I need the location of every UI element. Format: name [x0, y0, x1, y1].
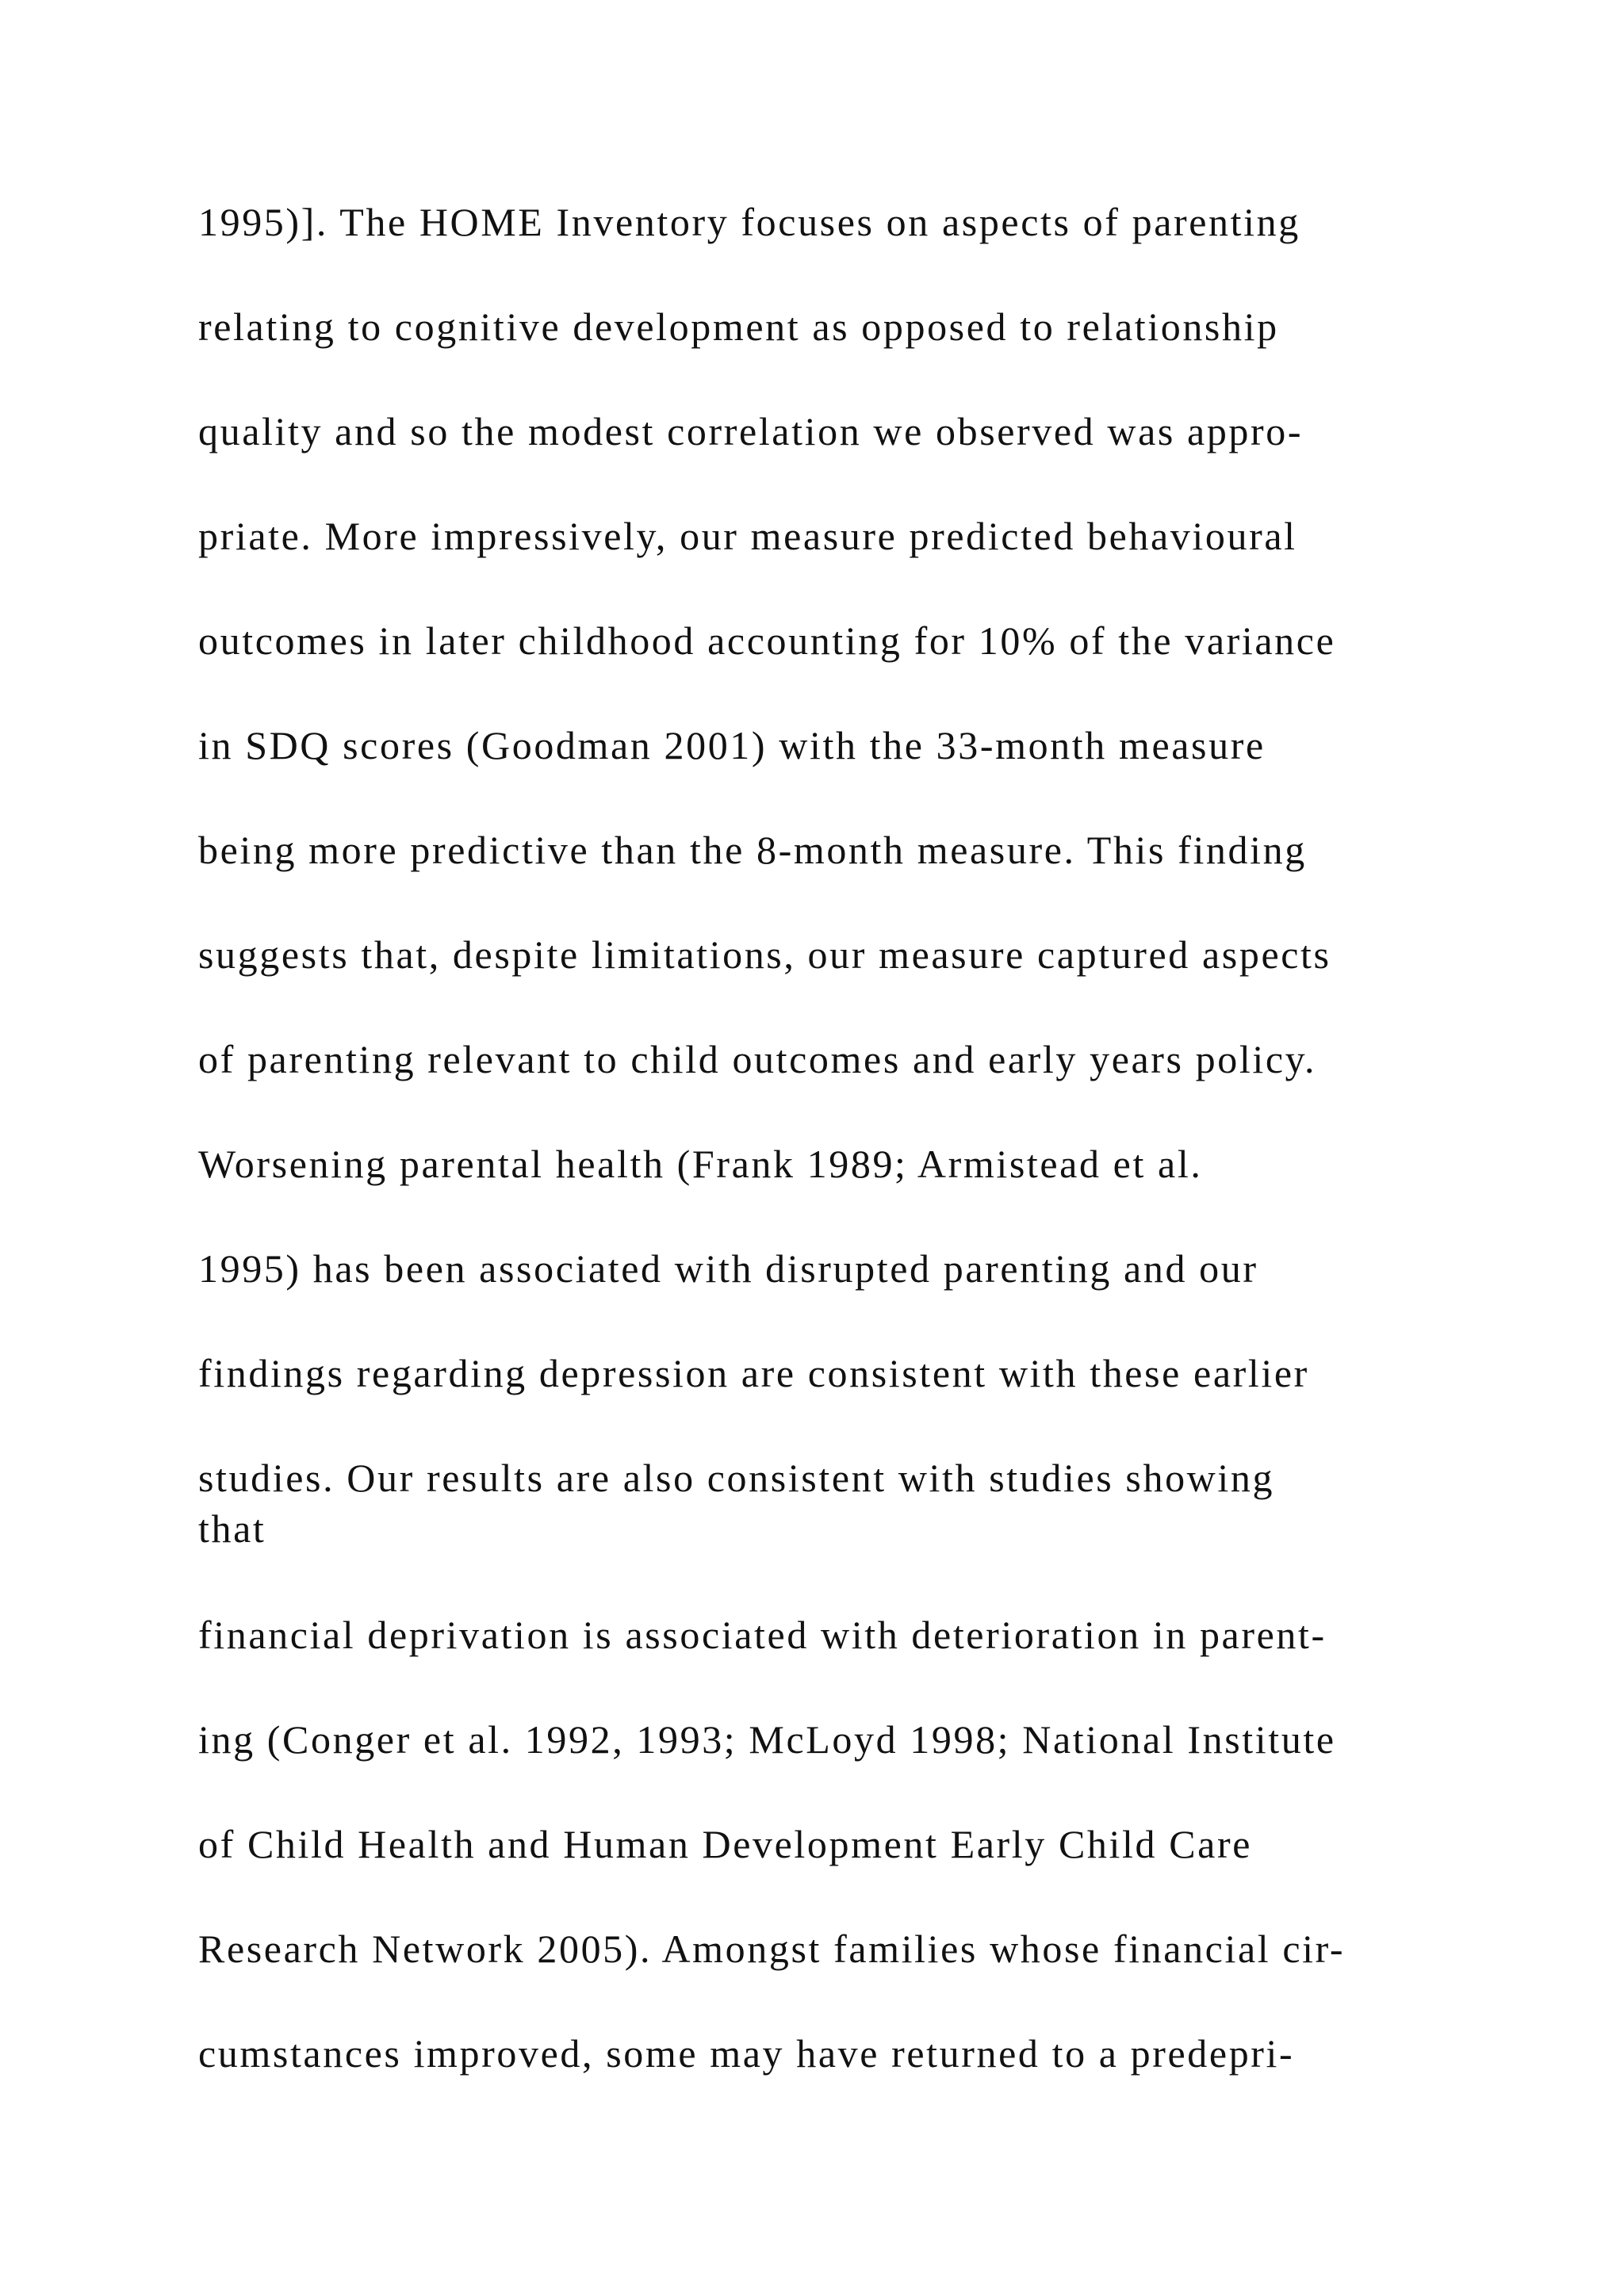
text-line: of parenting relevant to child outcomes and early years policy. — [198, 1037, 1317, 1081]
text-line: of Child Health and Human Development Early Child Care — [198, 1822, 1252, 1866]
text-line: suggests that, despite limitations, our measure captured aspects — [198, 932, 1331, 977]
text-line: financial deprivation is associated with deterioration in parent- — [198, 1613, 1327, 1657]
text-line: studies. Our results are also consistent with studies showing — [198, 1456, 1275, 1500]
text-line: Research Network 2005). Amongst families whose financial cir- — [198, 1927, 1346, 1971]
text-line: being more predictive than the 8-month measure. This finding — [198, 828, 1307, 872]
text-line: relating to cognitive development as opposed to relationship — [198, 304, 1279, 349]
text-line: ing (Conger et al. 1992, 1993; McLoyd 1998; National Institute — [198, 1717, 1336, 1762]
text-line: 1995) has been associated with disrupted parenting and our — [198, 1246, 1258, 1291]
text-line: Worsening parental health (Frank 1989; Armistead et al. — [198, 1142, 1203, 1186]
text-line: outcomes in later childhood accounting for 10% of the variance — [198, 618, 1336, 663]
text-line: quality and so the modest correlation we observed was appro- — [198, 409, 1304, 453]
text-line: findings regarding depression are consistent with these earlier — [198, 1351, 1309, 1395]
text-line: priate. More impressively, our measure predicted behavioural — [198, 514, 1297, 558]
text-line: 1995)]. The HOME Inventory focuses on aspects of parenting — [198, 200, 1300, 244]
text-line: cumstances improved, some may have returned to a predepri- — [198, 2031, 1295, 2076]
text-line: in SDQ scores (Goodman 2001) with the 33-month measure — [198, 723, 1266, 767]
text-line: that — [198, 1506, 266, 1551]
